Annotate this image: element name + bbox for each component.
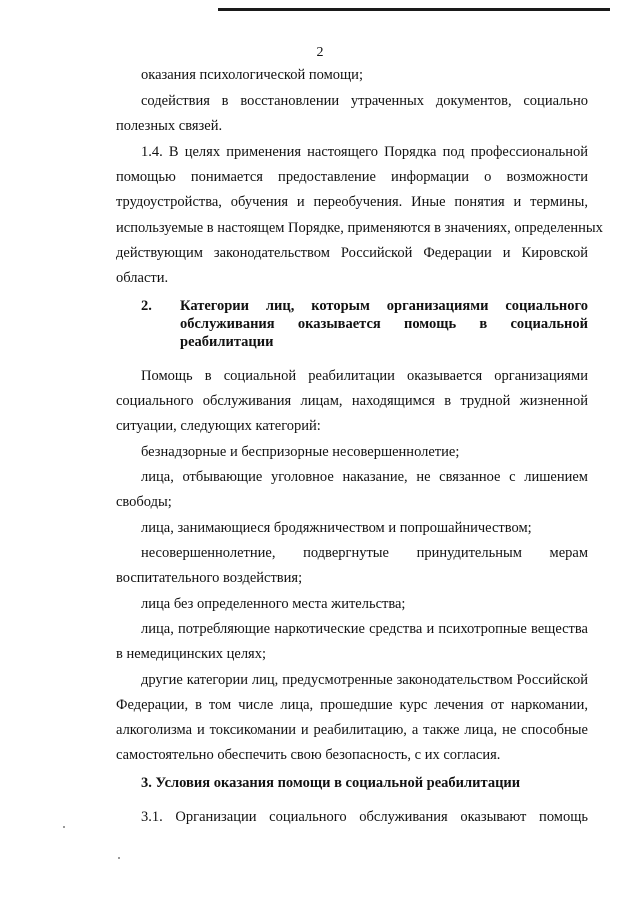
text-line: лица, потребляющие наркотические средства и психотропные вещества: [141, 621, 588, 637]
text-line: самостоятельно обеспечить свою безопасность, с их согласия.: [116, 747, 501, 763]
section-2-title-line: реабилитации: [180, 334, 274, 350]
scan-speck: [118, 857, 120, 859]
text-line: социального обслуживания лицам, находящимся в трудной жизненной: [116, 393, 588, 409]
text-line: свободы;: [116, 494, 172, 510]
page-number: 2: [316, 45, 324, 60]
text-line: несовершеннолетние, подвергнутые принудительным мерам: [141, 545, 588, 561]
text-line: трудоустройства, обучения и переобучения. Иные понятия и термины,: [116, 194, 588, 210]
text-line: Федерации, в том числе лица, прошедшие курс лечения от наркомании,: [116, 697, 588, 713]
section-2-number: 2.: [141, 298, 152, 314]
top-scan-rule: [218, 8, 610, 11]
text-line: полезных связей.: [116, 118, 223, 134]
text-line: области.: [116, 270, 169, 286]
section-2-title-line: Категории лиц, которым организациями социального: [180, 298, 588, 314]
text-line: оказания психологической помощи;: [141, 67, 363, 83]
text-line: другие категории лиц, предусмотренные законодательством Российской: [141, 672, 588, 688]
text-line: 1.4. В целях применения настоящего Порядка под профессиональной: [141, 144, 588, 160]
section-2-title-line: обслуживания оказывается помощь в социальной: [180, 316, 588, 332]
text-line: лица без определенного места жительства;: [141, 596, 406, 612]
text-line: лица, отбывающие уголовное наказание, не связанное с лишением: [141, 469, 588, 485]
text-line: воспитательного воздействия;: [116, 570, 303, 586]
text-line: лица, занимающиеся бродяжничеством и попрошайничеством;: [141, 520, 532, 536]
text-line: Помощь в социальной реабилитации оказывается организациями: [141, 368, 588, 384]
section-3-title: 3. Условия оказания помощи в социальной реабилитации: [141, 775, 521, 791]
text-line: помощью понимается предоставление информации о возможности: [116, 169, 588, 185]
text-line: содействия в восстановлении утраченных документов, социально: [141, 93, 588, 109]
text-line: используемые в настоящем Порядке, применяются в значениях, определенных: [116, 220, 603, 236]
text-line: ситуации, следующих категорий:: [116, 418, 321, 434]
scan-speck: [63, 826, 65, 828]
text-line: алкоголизма и токсикомании и реабилитацию, а также лица, не способные: [116, 722, 588, 738]
text-line: в немедицинских целях;: [116, 646, 266, 662]
text-line: безнадзорные и беспризорные несовершеннолетие;: [141, 444, 460, 460]
text-line: 3.1. Организации социального обслуживания оказывают помощь: [141, 809, 588, 825]
text-line: действующим законодательством Российской Федерации и Кировской: [116, 245, 588, 261]
